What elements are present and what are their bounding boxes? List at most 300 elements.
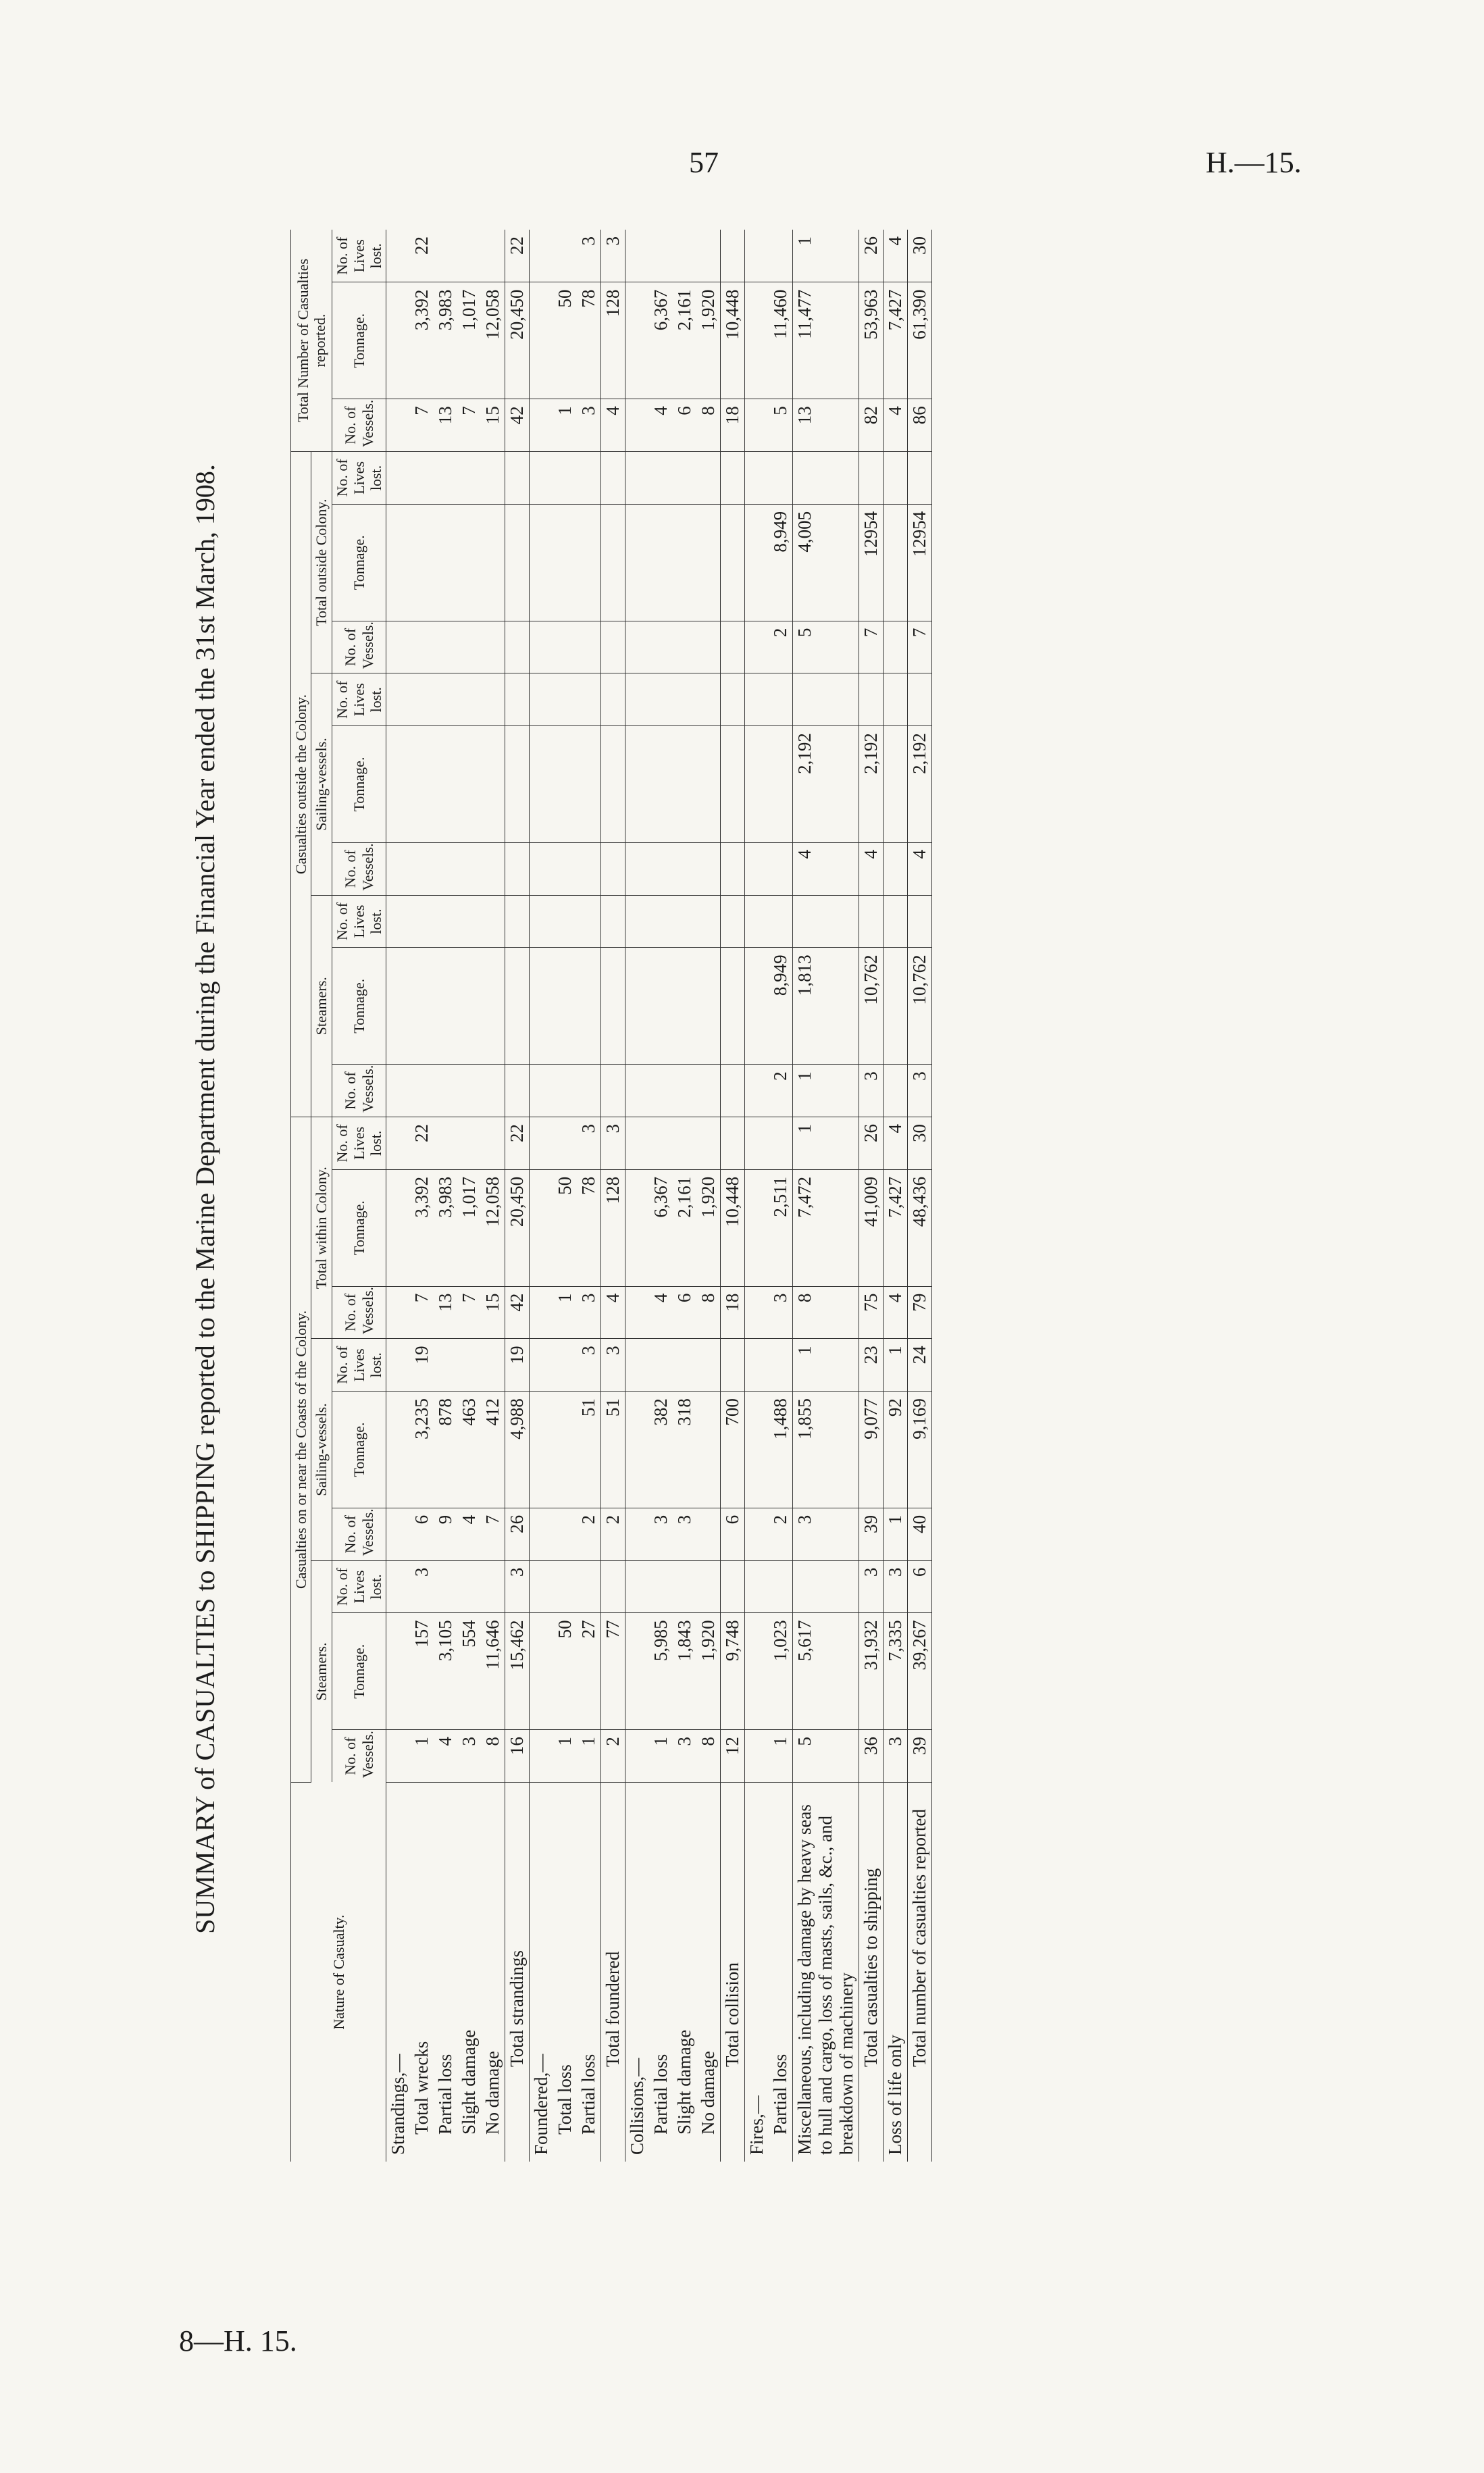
table-cell xyxy=(601,1560,625,1613)
table-cell xyxy=(625,1392,650,1508)
col-header-tonnage: Tonnage. xyxy=(332,1392,386,1508)
table-cell xyxy=(884,948,908,1065)
table-cell xyxy=(530,1286,554,1339)
table-row xyxy=(859,230,884,2162)
table-cell: 9,748 xyxy=(721,1613,745,1730)
table-cell: 2,192 xyxy=(793,726,859,843)
table-cell xyxy=(625,1169,650,1286)
row-label: Foundered,— xyxy=(530,1782,554,2162)
table-cell xyxy=(745,1392,769,1508)
table-cell: 2 xyxy=(601,1730,625,1783)
table-cell: 3 xyxy=(793,1508,859,1560)
table-row xyxy=(481,230,505,2162)
table-cell xyxy=(577,452,601,505)
table-cell: 10,762 xyxy=(859,948,884,1065)
table-cell xyxy=(553,1339,577,1392)
table-cell: 6 xyxy=(410,1508,434,1560)
table-cell: 26 xyxy=(505,1508,530,1560)
table-cell xyxy=(769,230,793,282)
row-label: Total strandings xyxy=(505,1782,530,2162)
table-cell xyxy=(649,842,673,895)
table-cell: 3 xyxy=(577,1117,601,1169)
table-cell: 3 xyxy=(601,1117,625,1169)
table-cell: 2 xyxy=(769,1065,793,1117)
table-cell xyxy=(649,452,673,505)
table-cell xyxy=(577,504,601,621)
table-cell: 2 xyxy=(577,1508,601,1560)
table-cell xyxy=(530,895,554,948)
table-cell xyxy=(505,621,530,673)
table-cell xyxy=(434,1065,457,1117)
table-cell xyxy=(696,895,721,948)
table-cell: 1,017 xyxy=(457,1169,481,1286)
table-cell: 1 xyxy=(884,1339,908,1392)
table-cell xyxy=(386,1339,411,1392)
table-cell xyxy=(505,504,530,621)
table-cell xyxy=(884,621,908,673)
table-cell xyxy=(625,948,650,1065)
table-cell xyxy=(457,673,481,726)
table-cell: 318 xyxy=(673,1392,696,1508)
casualty-table xyxy=(290,230,932,2162)
table-cell xyxy=(386,282,411,399)
table-cell xyxy=(884,673,908,726)
table-cell xyxy=(530,1169,554,1286)
table-cell xyxy=(530,230,554,282)
table-cell: 1 xyxy=(769,1730,793,1783)
table-cell xyxy=(696,1339,721,1392)
table-cell xyxy=(553,726,577,843)
table-cell xyxy=(745,895,769,948)
col-header-tonnage: Tonnage. xyxy=(332,726,386,843)
table-cell xyxy=(434,726,457,843)
table-row xyxy=(434,230,457,2162)
table-cell xyxy=(673,1560,696,1613)
table-cell: 11,477 xyxy=(793,282,859,399)
table-cell xyxy=(530,1065,554,1117)
table-cell: 7 xyxy=(457,1286,481,1339)
table-cell xyxy=(769,1560,793,1613)
table-cell xyxy=(530,948,554,1065)
table-cell xyxy=(434,504,457,621)
table-cell xyxy=(505,895,530,948)
table-cell xyxy=(625,399,650,452)
table-cell: 7,427 xyxy=(884,282,908,399)
table-cell: 2,511 xyxy=(769,1169,793,1286)
table-cell xyxy=(457,1339,481,1392)
table-cell: 3 xyxy=(884,1560,908,1613)
table-cell: 4 xyxy=(884,230,908,282)
table-cell: 12 xyxy=(721,1730,745,1783)
table-cell: 78 xyxy=(577,1169,601,1286)
table-cell xyxy=(696,1392,721,1508)
table-cell xyxy=(553,452,577,505)
table-cell: 8 xyxy=(793,1286,859,1339)
table-cell xyxy=(625,1117,650,1169)
table-cell: 3,983 xyxy=(434,1169,457,1286)
table-row xyxy=(769,230,793,2162)
table-cell xyxy=(577,673,601,726)
table-cell xyxy=(745,282,769,399)
table-cell xyxy=(530,1392,554,1508)
table-cell xyxy=(721,1560,745,1613)
table-cell: 82 xyxy=(859,399,884,452)
table-cell xyxy=(530,399,554,452)
table-cell xyxy=(649,504,673,621)
table-cell: 22 xyxy=(410,1117,434,1169)
table-cell xyxy=(745,948,769,1065)
table-cell: 4 xyxy=(884,1286,908,1339)
table-cell: 4 xyxy=(908,842,932,895)
table-cell xyxy=(553,948,577,1065)
table-cell xyxy=(530,282,554,399)
table-cell: 3 xyxy=(769,1286,793,1339)
table-cell xyxy=(649,230,673,282)
table-cell xyxy=(793,895,859,948)
table-cell xyxy=(673,452,696,505)
table-cell: 7 xyxy=(908,621,932,673)
table-cell xyxy=(386,673,411,726)
table-cell: 12954 xyxy=(908,504,932,621)
row-label: Total collision xyxy=(721,1782,745,2162)
table-cell xyxy=(386,948,411,1065)
table-row xyxy=(530,230,554,2162)
table-cell xyxy=(625,842,650,895)
table-cell xyxy=(673,1117,696,1169)
table-cell xyxy=(625,1065,650,1117)
table-cell: 15,462 xyxy=(505,1613,530,1730)
table-cell xyxy=(625,1339,650,1392)
table-cell xyxy=(745,673,769,726)
row-label: Miscellaneous, including damage by heavy seas to hull and cargo, loss of masts, sails, &c., and breakdown of machinery xyxy=(793,1782,859,2162)
table-cell: 26 xyxy=(859,230,884,282)
table-cell: 11,646 xyxy=(481,1613,505,1730)
outside-sailing-header: Sailing-vessels. xyxy=(311,673,332,895)
table-cell: 2 xyxy=(601,1508,625,1560)
table-cell xyxy=(481,948,505,1065)
table-cell xyxy=(386,230,411,282)
table-cell: 157 xyxy=(410,1613,434,1730)
table-cell xyxy=(457,895,481,948)
col-header-lives: No. of Lives lost. xyxy=(332,1117,386,1169)
table-cell: 22 xyxy=(410,230,434,282)
table-cell: 3 xyxy=(601,1339,625,1392)
col-header-lives: No. of Lives lost. xyxy=(332,895,386,948)
table-cell: 8 xyxy=(696,1730,721,1783)
table-cell: 9 xyxy=(434,1508,457,1560)
table-cell: 2,192 xyxy=(859,726,884,843)
table-cell: 1 xyxy=(553,399,577,452)
table-cell: 42 xyxy=(505,399,530,452)
table-cell xyxy=(625,1613,650,1730)
table-cell xyxy=(721,842,745,895)
table-cell xyxy=(625,504,650,621)
table-cell xyxy=(696,504,721,621)
table-cell xyxy=(410,842,434,895)
table-row xyxy=(386,230,411,2162)
table-cell xyxy=(673,1065,696,1117)
table-cell: 1,920 xyxy=(696,282,721,399)
table-row xyxy=(577,230,601,2162)
table-cell: 2,161 xyxy=(673,1169,696,1286)
table-cell: 3 xyxy=(859,1560,884,1613)
table-cell: 3,235 xyxy=(410,1392,434,1508)
table-cell xyxy=(553,673,577,726)
table-cell: 19 xyxy=(505,1339,530,1392)
table-cell xyxy=(721,621,745,673)
table-cell: 7 xyxy=(410,399,434,452)
table-cell xyxy=(649,948,673,1065)
row-label: Partial loss xyxy=(435,2054,456,2135)
table-cell: 3 xyxy=(859,1065,884,1117)
table-cell xyxy=(721,1065,745,1117)
table-cell: 53,963 xyxy=(859,282,884,399)
table-cell xyxy=(530,726,554,843)
row-label: Slight damage xyxy=(459,2029,480,2135)
table-cell xyxy=(457,1560,481,1613)
table-row xyxy=(505,230,530,2162)
table-cell: 61,390 xyxy=(908,282,932,399)
table-row xyxy=(696,230,721,2162)
table-cell: 1 xyxy=(649,1730,673,1783)
table-cell xyxy=(553,1508,577,1560)
table-cell: 3 xyxy=(410,1560,434,1613)
table-cell: 1 xyxy=(410,1730,434,1783)
table-cell: 8,949 xyxy=(769,504,793,621)
table-cell xyxy=(625,621,650,673)
table-cell xyxy=(908,673,932,726)
table-cell xyxy=(696,452,721,505)
table-cell: 50 xyxy=(553,1169,577,1286)
table-cell xyxy=(745,1730,769,1783)
table-cell xyxy=(769,1117,793,1169)
table-cell xyxy=(553,895,577,948)
col-header-tonnage: Tonnage. xyxy=(332,282,386,399)
table-cell xyxy=(673,1339,696,1392)
table-cell xyxy=(745,1339,769,1392)
table-cell xyxy=(696,948,721,1065)
table-cell: 7 xyxy=(457,399,481,452)
table-cell: 2,161 xyxy=(673,282,696,399)
table-cell: 3,983 xyxy=(434,282,457,399)
table-cell xyxy=(553,230,577,282)
col-header-vessels: No. of Vessels. xyxy=(332,1508,386,1560)
table-cell xyxy=(696,726,721,843)
table-cell: 79 xyxy=(908,1286,932,1339)
row-label: No damage xyxy=(482,2051,503,2135)
table-cell xyxy=(673,842,696,895)
table-cell: 3 xyxy=(884,1730,908,1783)
table-cell: 18 xyxy=(721,1286,745,1339)
table-cell: 412 xyxy=(481,1392,505,1508)
table-cell xyxy=(553,621,577,673)
table-cell xyxy=(745,230,769,282)
table-row xyxy=(721,230,745,2162)
table-cell xyxy=(745,621,769,673)
table-cell xyxy=(530,1730,554,1783)
table-cell: 31,932 xyxy=(859,1613,884,1730)
row-label: Slight damage xyxy=(674,2029,695,2135)
table-cell xyxy=(745,452,769,505)
table-cell: 19 xyxy=(410,1339,434,1392)
table-cell: 5,617 xyxy=(793,1613,859,1730)
table-cell: 8,949 xyxy=(769,948,793,1065)
table-cell xyxy=(649,895,673,948)
table-cell xyxy=(386,399,411,452)
table-cell: 40 xyxy=(908,1508,932,1560)
table-cell xyxy=(769,673,793,726)
table-cell xyxy=(577,842,601,895)
table-cell xyxy=(386,621,411,673)
table-cell xyxy=(601,504,625,621)
table-cell xyxy=(601,673,625,726)
table-cell: 78 xyxy=(577,282,601,399)
table-cell xyxy=(553,504,577,621)
table-cell xyxy=(769,1339,793,1392)
table-cell: 16 xyxy=(505,1730,530,1783)
table-cell: 6 xyxy=(673,1286,696,1339)
col-header-lives: No. of Lives lost. xyxy=(332,1560,386,1613)
table-cell: 700 xyxy=(721,1392,745,1508)
table-cell: 3 xyxy=(649,1508,673,1560)
table-cell: 10,762 xyxy=(908,948,932,1065)
table-row xyxy=(553,230,577,2162)
table-cell: 50 xyxy=(553,1613,577,1730)
table-cell xyxy=(625,1730,650,1783)
table-cell xyxy=(434,452,457,505)
table-cell xyxy=(745,399,769,452)
table-cell xyxy=(505,948,530,1065)
table-cell xyxy=(457,504,481,621)
table-cell xyxy=(481,1065,505,1117)
table-cell xyxy=(386,1392,411,1508)
table-cell xyxy=(505,1065,530,1117)
table-cell: 3 xyxy=(505,1560,530,1613)
table-cell xyxy=(601,452,625,505)
table-cell: 39,267 xyxy=(908,1613,932,1730)
table-cell xyxy=(457,948,481,1065)
table-cell xyxy=(625,1560,650,1613)
table-cell xyxy=(577,1065,601,1117)
table-cell xyxy=(745,1169,769,1286)
table-cell xyxy=(721,452,745,505)
row-label: Collisions,— xyxy=(625,1782,650,2162)
bottom-reference: 8—H. 15. xyxy=(179,2324,297,2357)
table-cell xyxy=(673,230,696,282)
table-cell xyxy=(481,726,505,843)
table-cell xyxy=(793,1560,859,1613)
table-cell: 12,058 xyxy=(481,282,505,399)
table-cell xyxy=(721,673,745,726)
col-header-vessels: No. of Vessels. xyxy=(332,399,386,452)
table-cell: 3 xyxy=(577,1286,601,1339)
table-cell xyxy=(434,842,457,895)
table-cell: 5,985 xyxy=(649,1613,673,1730)
table-cell: 10,448 xyxy=(721,1169,745,1286)
table-cell xyxy=(457,1065,481,1117)
table-cell xyxy=(745,1508,769,1560)
row-label: Partial loss xyxy=(578,2054,599,2135)
table-cell xyxy=(553,1560,577,1613)
table-cell xyxy=(434,1339,457,1392)
table-cell: 75 xyxy=(859,1286,884,1339)
table-cell xyxy=(859,895,884,948)
table-cell: 878 xyxy=(434,1392,457,1508)
table-cell: 1 xyxy=(553,1730,577,1783)
table-cell: 86 xyxy=(908,399,932,452)
table-cell xyxy=(601,895,625,948)
table-cell xyxy=(625,230,650,282)
table-cell: 24 xyxy=(908,1339,932,1392)
table-cell xyxy=(769,452,793,505)
table-cell xyxy=(553,842,577,895)
row-label: Total wrecks xyxy=(411,2041,432,2135)
table-cell xyxy=(884,842,908,895)
table-cell xyxy=(601,1065,625,1117)
table-cell xyxy=(625,452,650,505)
within-colony-group-header: Casualties on or near the Coasts of the Colony. xyxy=(291,1117,311,1782)
table-cell xyxy=(601,948,625,1065)
table-cell: 5 xyxy=(793,621,859,673)
table-cell xyxy=(434,1560,457,1613)
table-cell xyxy=(745,1286,769,1339)
table-cell: 1 xyxy=(793,1117,859,1169)
table-cell xyxy=(721,895,745,948)
table-cell: 13 xyxy=(434,1286,457,1339)
table-cell: 41,009 xyxy=(859,1169,884,1286)
table-cell: 6 xyxy=(673,399,696,452)
table-cell xyxy=(410,895,434,948)
outside-steamers-header: Steamers. xyxy=(311,895,332,1117)
col-header-vessels: No. of Vessels. xyxy=(332,1730,386,1783)
table-cell: 1 xyxy=(553,1286,577,1339)
table-cell: 6,367 xyxy=(649,282,673,399)
table-cell xyxy=(625,895,650,948)
table-cell xyxy=(696,1065,721,1117)
total-reported-group-header: Total Number of Casualties reported. xyxy=(291,230,332,452)
table-cell xyxy=(530,621,554,673)
table-cell: 42 xyxy=(505,1286,530,1339)
table-cell xyxy=(553,1392,577,1508)
table-cell: 92 xyxy=(884,1392,908,1508)
table-cell: 1,920 xyxy=(696,1169,721,1286)
table-cell: 51 xyxy=(601,1392,625,1508)
table-cell: 51 xyxy=(577,1392,601,1508)
table-cell xyxy=(386,504,411,621)
outside-colony-group-header: Casualties outside the Colony. xyxy=(291,452,311,1117)
table-cell xyxy=(530,1117,554,1169)
table-cell xyxy=(481,621,505,673)
table-cell xyxy=(696,673,721,726)
table-cell xyxy=(386,452,411,505)
table-cell: 27 xyxy=(577,1613,601,1730)
table-cell xyxy=(884,726,908,843)
table-cell: 36 xyxy=(859,1730,884,1783)
table-cell: 15 xyxy=(481,1286,505,1339)
table-cell xyxy=(721,504,745,621)
table-cell xyxy=(386,1286,411,1339)
table-cell xyxy=(505,673,530,726)
table-cell xyxy=(434,948,457,1065)
total-outside-header: Total outside Colony. xyxy=(311,452,332,673)
table-cell: 39 xyxy=(908,1730,932,1783)
table-cell xyxy=(434,895,457,948)
table-row xyxy=(457,230,481,2162)
table-cell: 1,855 xyxy=(793,1392,859,1508)
table-cell: 2,192 xyxy=(908,726,932,843)
table-cell: 6,367 xyxy=(649,1169,673,1286)
col-header-tonnage: Tonnage. xyxy=(332,504,386,621)
